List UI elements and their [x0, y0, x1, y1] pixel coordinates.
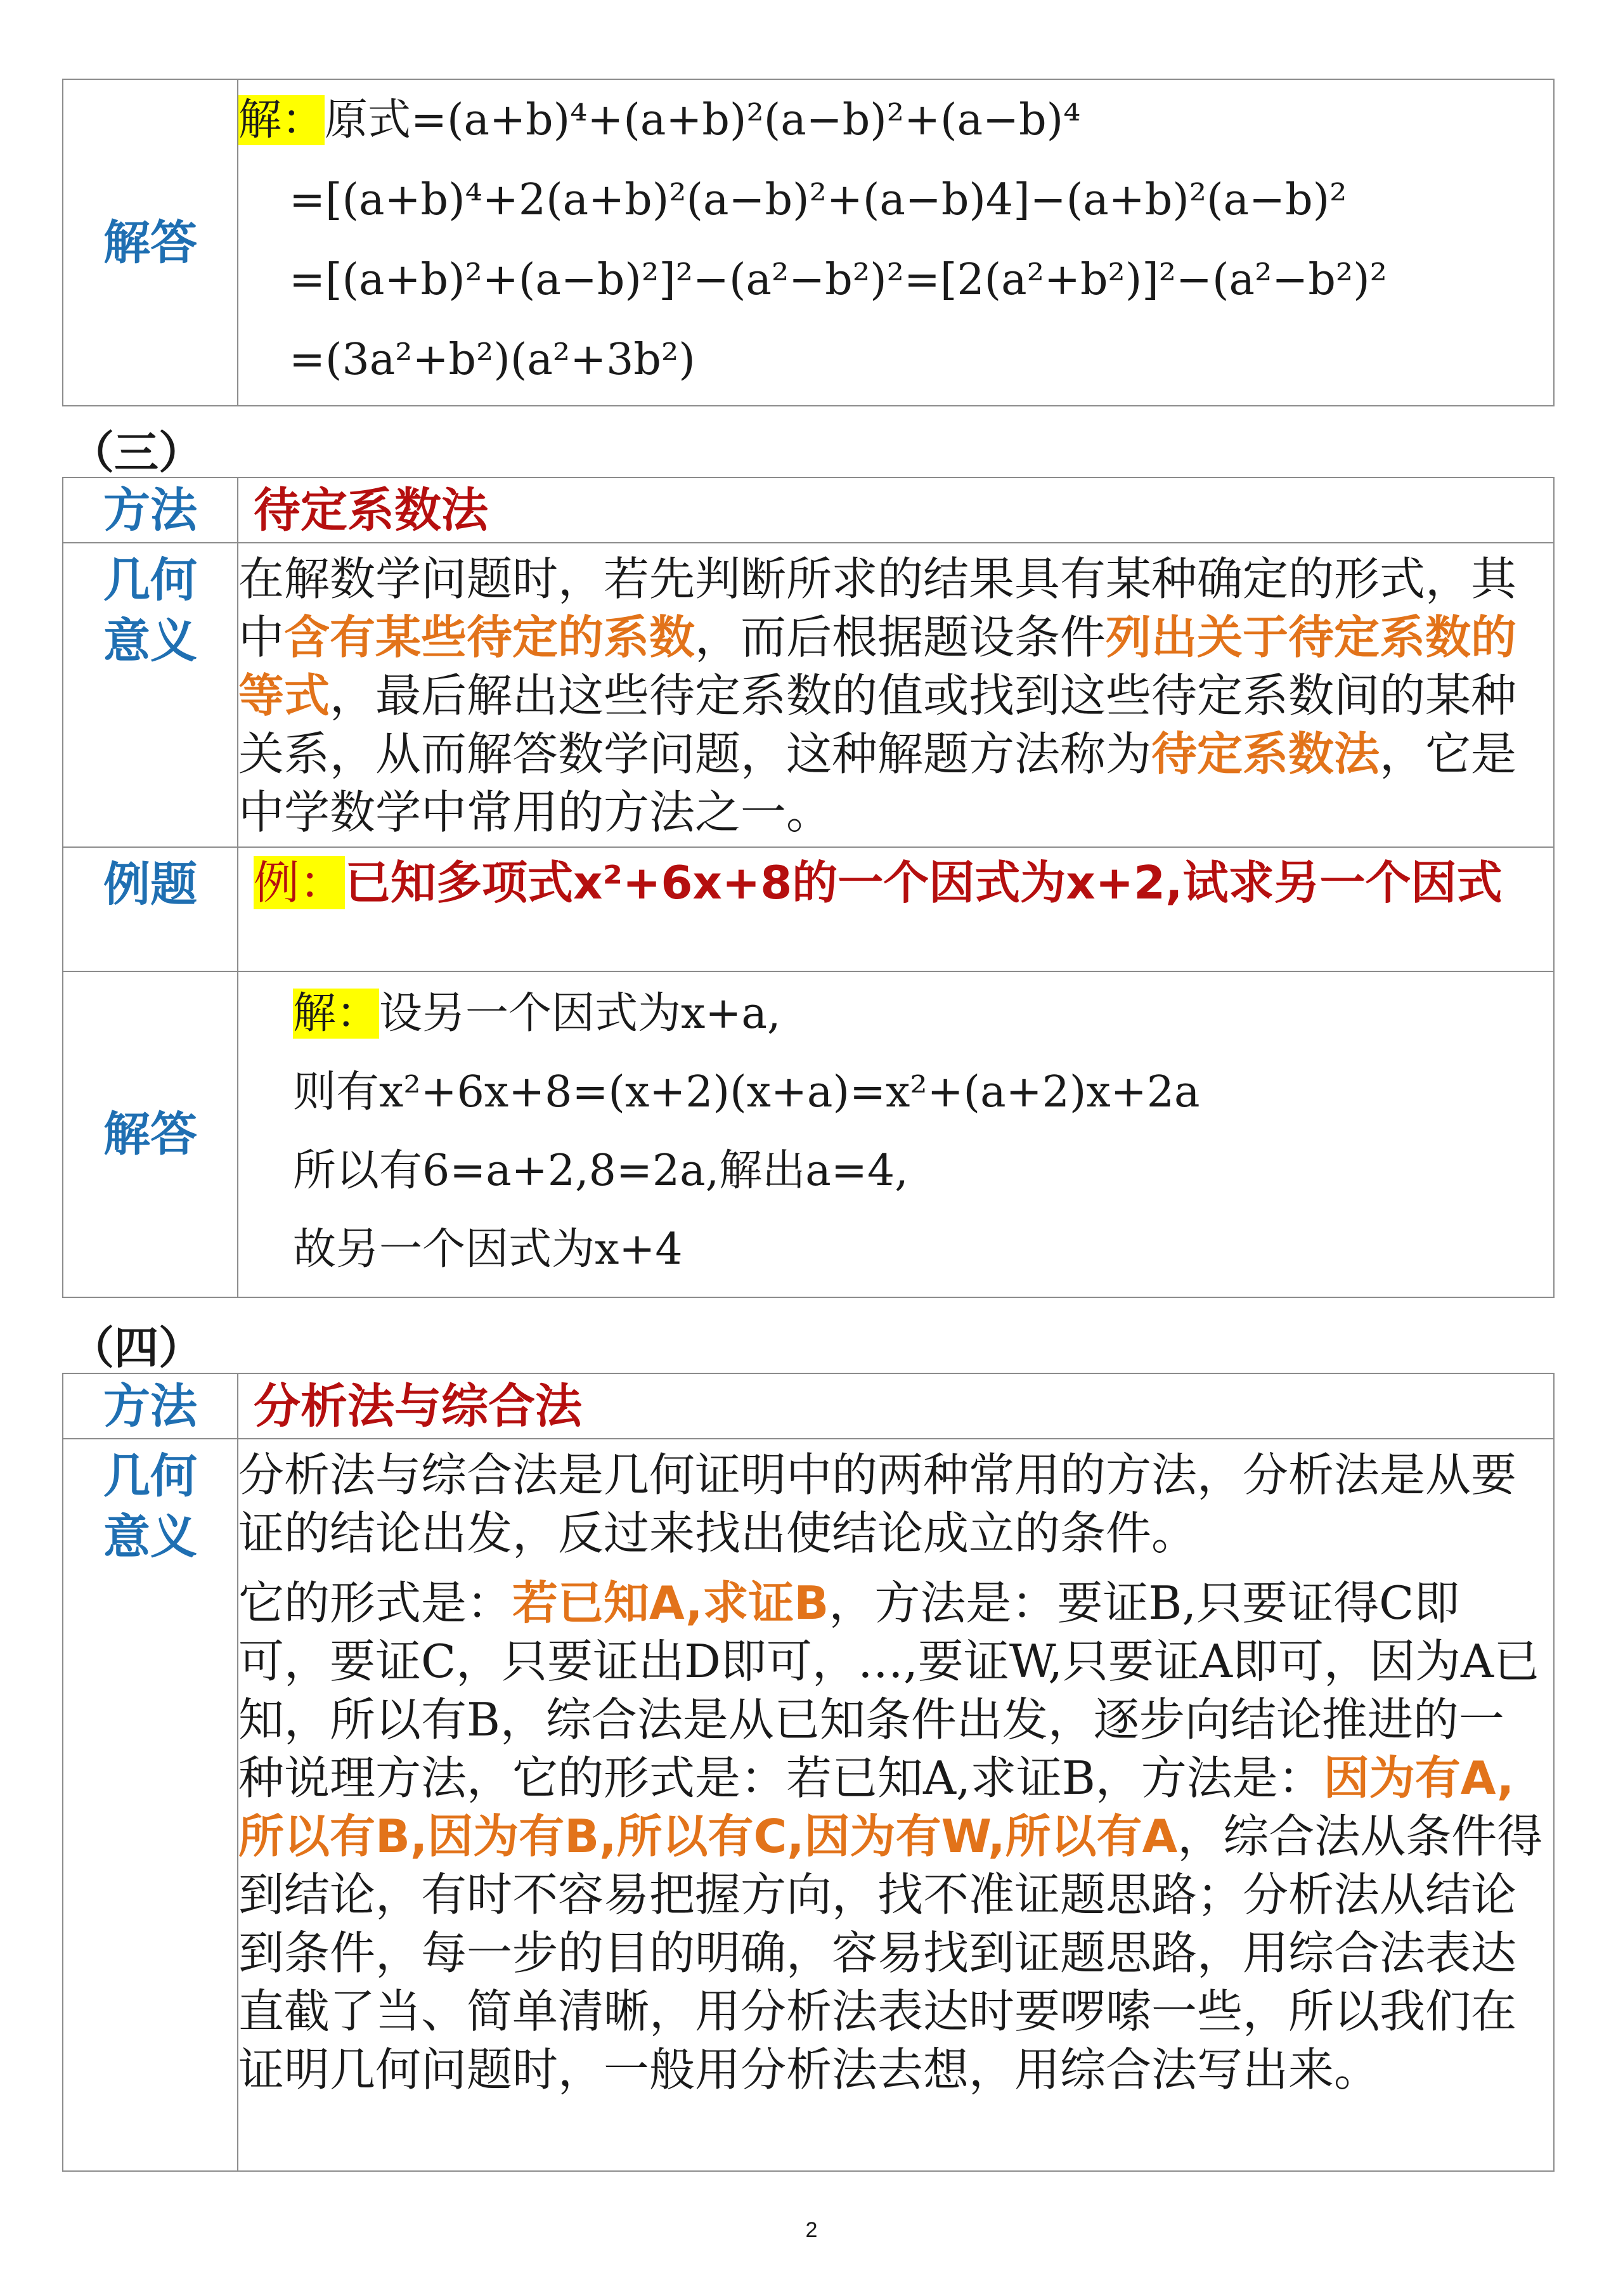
meaning-label-4: 几何 意义: [63, 1439, 238, 2171]
formula-line-1: 解：原式=(a+b)⁴+(a+b)²(a−b)²+(a−b)⁴: [238, 95, 1081, 145]
answer-line-1: 解：设另一个因式为x+a,: [293, 989, 781, 1039]
emphasis-synthesis-steps: 因为有A,所以有B,因为有B,所以有C,因为有W,所以有A: [238, 1751, 1515, 1863]
answer-label-3: 解答: [63, 971, 238, 1297]
answer-line-4: 故另一个因式为x+4: [293, 1224, 683, 1274]
formula-line-2: =[(a+b)⁴+2(a+b)²(a−b)²+(a−b)4]−(a+b)²(a−b)²: [289, 175, 1347, 225]
emphasis-form: 若已知A,求证B: [512, 1576, 829, 1630]
page-number: 2: [805, 2218, 818, 2242]
answer-content: [238, 79, 1554, 406]
emphasis-undetermined-coefficients: 含有某些待定的系数: [284, 611, 695, 664]
method-name: 待定系数法: [238, 477, 1554, 543]
answer-line-2: 则有x²+6x+8=(x+2)(x+a)=x²+(a+2)x+2a: [293, 1067, 1200, 1117]
answer-line-3: 所以有6=a+2,8=2a,解出a=4,: [293, 1146, 908, 1196]
method-name-4: 分析法与综合法: [238, 1373, 1554, 1439]
meaning-paragraph-2: 它的形式是：若已知A,求证B，方法是：要证B,只要证得C即可，要证C，只要证出D即可，…,要证W,只要证A即可，因为A已知，所以有B，综合法是从已知条件出发，逐步向结论推进的一种说理方法，它的形式是：若已知A,求证B，方法是：因为有A,所以有B,因为有B,所以有C,因为有W,所以有A，综合法从条件得到结论，有时不容易把握方向，找不准证题思路；分析法从结论到条件，每一步的目的明确，容易找到证题思路，用综合法表达直截了当、简单清晰，用分析法表达时要啰嗦一些，所以我们在证明几何问题时，一般用分析法去想，用综合法写出来。: [238, 1576, 1543, 2096]
solve-label-3: 解：: [293, 989, 380, 1039]
example-text: 例：已知多项式x²+6x+8的一个因式为x+2,试求另一个因式: [238, 847, 1554, 971]
emphasis-method-name: 待定系数法: [1151, 727, 1380, 781]
method-label: 方法: [63, 477, 238, 543]
emphasis-list-equations: 列出关于待定系数的等式: [238, 611, 1517, 722]
meaning-label: 几何 意义: [63, 543, 238, 847]
answer-label: 解答: [63, 79, 238, 406]
method-label-4: 方法: [63, 1373, 238, 1439]
meaning-text: 在解数学问题时，若先判断所求的结果具有某种确定的形式，其中含有某些待定的系数，而后根据题设条件列出关于待定系数的等式，最后解出这些待定系数的值或找到这些待定系数间的某种关系，从而解答数学问题，这种解题方法称为待定系数法，它是中学数学中常用的方法之一。: [238, 543, 1554, 847]
answer-content-3: [238, 971, 1554, 1297]
solve-label: 解：: [238, 95, 325, 145]
method-table-4: [62, 1373, 1555, 2172]
formula-line-4: =(3a²+b²)(a²+3b²): [289, 335, 695, 385]
solution-table-1: [62, 79, 1555, 406]
example-prefix: 例：: [254, 856, 346, 909]
meaning-text-4: [238, 1439, 1554, 2171]
section-heading-4: （四）: [70, 1322, 203, 1374]
section-heading-3: （三）: [70, 427, 203, 479]
meaning-paragraph-1: 分析法与综合法是几何证明中的两种常用的方法，分析法是从要证的结论出发，反过来找出使结论成立的条件。: [238, 1448, 1517, 1560]
example-label: 例题: [63, 847, 238, 971]
formula-line-3: =[(a+b)²+(a−b)²]²−(a²−b²)²=[2(a²+b²)]²−(a²−b²)²: [289, 255, 1387, 305]
method-table-3: [62, 477, 1555, 1298]
